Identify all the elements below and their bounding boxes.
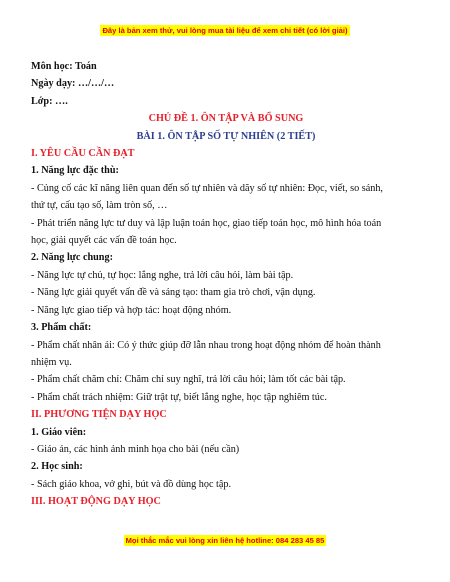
chapter-title: CHỦ ĐỀ 1. ÔN TẬP VÀ BỔ SUNG: [148, 113, 304, 125]
hotline-banner: [0, 536, 450, 545]
paragraph-line: nhiệm vụ.: [31, 356, 72, 368]
lesson-title: BÀI 1. ÔN TẬP SỐ TỰ NHIÊN (2 TIẾT): [136, 130, 316, 142]
general-competence-heading: 2. Năng lực chung:: [31, 252, 113, 264]
paragraph-line: - Củng cố các kĩ năng liên quan đến số tự nhiên và dãy số tự nhiên: Đọc, viết, so sánh,: [31, 182, 383, 194]
hotline-text: Mọi thắc mắc vui lòng xin liên hệ hotline: 084 283 45 85: [125, 536, 325, 545]
paragraph-line: - Năng lực giao tiếp và hợp tác: hoạt động nhóm.: [31, 304, 232, 316]
paragraph-line: - Sách giáo khoa, vở ghi, bút và đồ dùng học tập.: [31, 478, 232, 490]
paragraph-line: - Phẩm chất chăm chỉ: Chăm chỉ suy nghĩ, trả lời câu hỏi; làm tốt các bài tập.: [31, 374, 346, 386]
teacher-heading: 1. Giáo viên:: [31, 426, 87, 438]
paragraph-line: học, giải quyết các vấn đề toán học.: [31, 235, 177, 247]
paragraph-line: thứ tự, cấu tạo số, làm tròn số, …: [31, 200, 168, 212]
paragraph-line: - Năng lực giải quyết vấn đề và sáng tạo: tham gia trò chơi, vận dụng.: [31, 287, 316, 299]
subject-line: Môn học: Toán: [31, 61, 97, 72]
section-activities-heading: III. HOẠT ĐỘNG DẠY HỌC: [31, 496, 161, 508]
student-heading: 2. Học sinh:: [31, 461, 83, 473]
specific-competence-heading: 1. Năng lực đặc thù:: [31, 165, 119, 177]
class-line: Lớp: ….: [31, 95, 68, 107]
lesson-plan-document: [31, 58, 421, 511]
paragraph-line: - Giáo án, các hình ảnh minh họa cho bài (nếu cần): [31, 443, 240, 455]
teaching-date-line: Ngày dạy: …/…/…: [31, 78, 115, 90]
paragraph-line: - Phẩm chất nhân ái: Có ý thức giúp đỡ lẫn nhau trong hoạt động nhóm để hoàn thành: [31, 339, 381, 351]
qualities-heading: 3. Phẩm chất:: [31, 322, 92, 334]
preview-notice-text: Đây là bản xem thử, vui lòng mua tài liệu để xem chi tiết (có lời giải): [102, 26, 348, 35]
paragraph-line: - Năng lực tự chủ, tự học: lắng nghe, trả lời câu hỏi, làm bài tập.: [31, 269, 294, 281]
paragraph-line: - Phát triển năng lực tư duy và lập luận toán học, giao tiếp toán học, mô hình hóa toán: [31, 217, 382, 229]
section-requirements-heading: I. YÊU CẦU CẦN ĐẠT: [31, 148, 135, 160]
section-materials-heading: II. PHƯƠNG TIỆN DẠY HỌC: [31, 409, 167, 421]
preview-notice-banner: [0, 26, 450, 35]
paragraph-line: - Phẩm chất trách nhiệm: Giữ trật tự, biết lắng nghe, học tập nghiêm túc.: [31, 391, 327, 403]
